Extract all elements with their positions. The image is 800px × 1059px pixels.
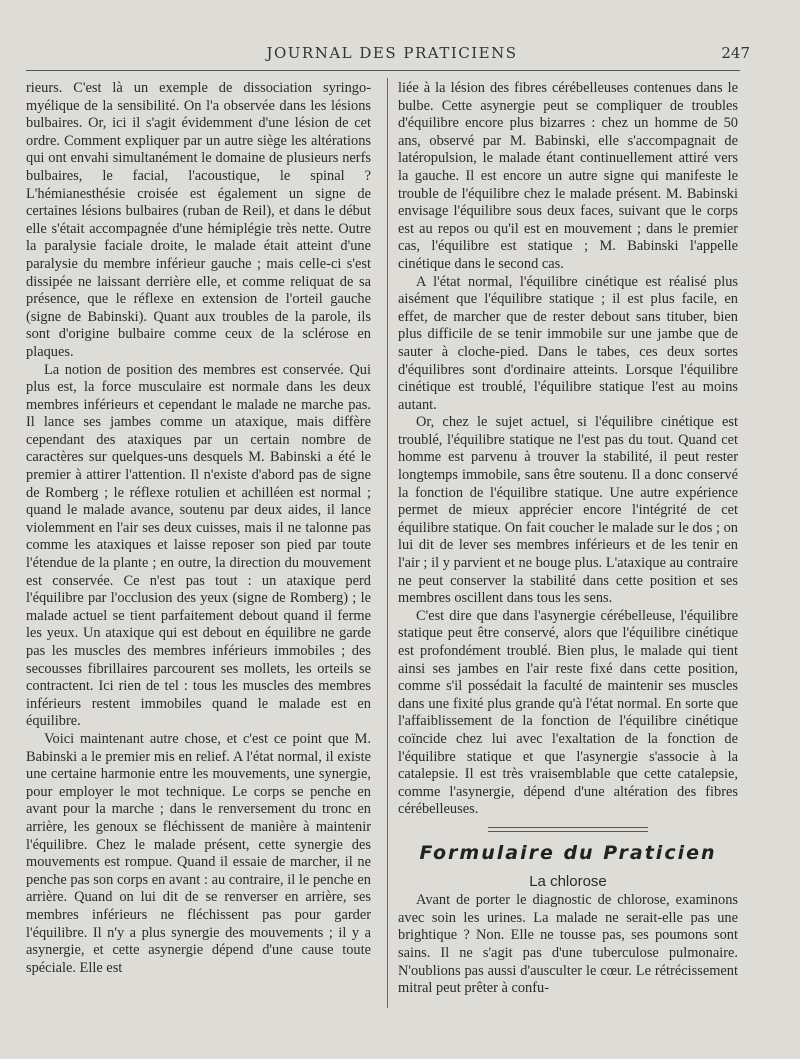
paragraph: A l'état normal, l'équilibre cinétique est réalisé plus aisément que l'équilibre statique ; il est plus facile, en effet, de marcher que de rester debout sans tituber, bien plus difficile de se tenir immobile sur une jambe que de sauter à cloche-pied. Dans le tabes, ces deux sortes d'équilibres sont d'ordinaire atteints. Lorsque l'équilibre cinétique est troublé, l'équilibre statique l'est au moins autant. (398, 273, 738, 413)
page-number: 247 (721, 44, 750, 62)
section-separator (398, 819, 738, 839)
paragraph: Or, chez le sujet actuel, si l'équilibre cinétique est troublé, l'équilibre statique ne l'est pas du tout. Quand cet homme est parvenu à trouver la stabilité, il peut rester longtemps immobile, sans être soutenu. Il a donc conservé la fonction de l'équilibre statique. Une autre expérience permet de mieux apprécier encore l'intégrité de cet équilibre statique. On fait coucher le malade sur le dos ; on lui dit de lever ses membres inférieurs et de les tenir en l'air ; il y parvient et ne bouge plus. L'ataxique au contraire ne peut conserver la stabilité dans cette position et ses membres oscillent dans tous les sens. (398, 414, 738, 607)
section-title: Formulaire du Praticien (419, 841, 717, 864)
paragraph: rieurs. C'est là un exemple de dissociation syringo-myélique de la sensibilité. On l'a observée dans les lésions bulbaires. Or, ici il s'agit évidemment d'une lésion de cet ordre. Comment expliquer par un autre siège les altérations qui ont envahi simultanément le domaine de plusieurs nerfs bulbaires, le facial, l'acoustique, le spinal ? L'hémianesthésie croisée est également un signe de certaines lésions bulbaires (ruban de Reil), et dans le début elle s'était accompagnée d'une hémiplégie très nette. Outre la paralysie faciale droite, le malade était atteint d'une paralysie du membre inférieur gauche ; mais celle-ci s'est dissipée ne laissant derrière elle, et comme reliquat de sa présence, que le réflexe en extension de l'orteil gauche (signe de Babinski). Quant aux troubles de la parole, ils sont d'origine bulbaire comme ceux de la sclérose en plaques. (26, 80, 371, 360)
column-divider (387, 78, 388, 1008)
journal-title: JOURNAL DES PRATICIENS (266, 44, 518, 62)
running-header (24, 44, 760, 70)
paragraph: Voici maintenant autre chose, et c'est ce point que M. Babinski a le premier mis en relief. A l'état normal, il existe une certaine harmonie entre les mouvements, une synergie, pour employer le mot technique. Le corps se penche en avant pour la marche ; dans le renversement du tronc en arrière, les genoux se fléchissent de manière à maintenir l'équilibre. Chez le malade présent, cette synergie des mouvements est rompue. Quand il essaie de marcher, il ne penche pas son corps en avant : au contraire, il le penche en arrière. Quand on lui dit de se renverser en arrière, ses membres inférieurs ne fléchissent pas pour garder l'équilibre. Il n'y a plus synergie des mouvements ; il y a asynergie, et cette asynergie dépend d'une cause toute spéciale. Elle est (26, 730, 371, 976)
paragraph: Avant de porter le diagnostic de chlorose, examinons avec soin les urines. La malade ne serait-elle pas une brightique ? Non. Elle ne tousse pas, ses poumons sont sains. Il ne s'agit pas d'une tuberculose pulmonaire. N'oublions pas aussi d'ausculter le cœur. Le rétrécissement mitral peut prêter à confu- (398, 892, 738, 997)
paragraph: C'est dire que dans l'asynergie cérébelleuse, l'équilibre statique peut être conservé, alors que l'équilibre cinétique est profondément troublé. Bien plus, le malade qui tient ainsi ses jambes en l'air reste fixé dans cette position, comme s'il possédait la faculté de maintenir ses muscles dans une fixité plus grande qu'à l'état normal. En sorte que l'affaiblissement de la fonction de l'équilibre cinétique coïncide chez lui avec l'exaltation de la fonction de l'équilibre statique et que l'asynergie s'associe à la catalepsie. Il est très vraisemblable que cette catalepsie, comme l'asynergie, dépend d'une altération des fibres cérébelleuses. (398, 607, 738, 818)
separator-rule-thin (488, 831, 648, 832)
left-column (26, 80, 371, 977)
paragraph: liée à la lésion des fibres cérébelleuses contenues dans le bulbe. Cette asynergie peut se compliquer de troubles d'équilibre encore plus bizarres : chez un homme de 50 ans, observé par M. Babinski, elle s'accompagnait de latéropulsion, le malade étant continuellement attiré vers la gauche. Il est encore un autre signe qui manifeste le trouble de l'équilibre chez le malade présent. M. Babinski envisage l'équilibre sous deux faces, suivant que le corps est au repos ou qu'il est en mouvement ; dans le premier cas, l'équilibre est statique ; M. Babinski l'appelle cinétique dans le second cas. (398, 80, 738, 272)
separator-rule (488, 827, 648, 828)
header-rule (26, 70, 740, 71)
sub-heading: La chlorose (529, 872, 607, 890)
right-column (398, 80, 738, 998)
paragraph: La notion de position des membres est conservée. Qui plus est, la force musculaire est normale dans les deux membres inférieurs et cependant le malade ne marche pas. Il lance ses jambes comme un ataxique, mais diffère cependant des ataxiques par un certain nombre de caractères sur quelques-uns desquels M. Babinski a été le premier à attirer l'attention. Il n'existe d'abord pas de signe de Romberg ; le réflexe rotulien et achilléen est normal ; quand le malade avance, soutenu par deux aides, il lance violemment en l'air ses deux cuisses, mais il ne talonne pas comme les ataxiques et laisse reposer son pied par toute l'étendue de la plante ; en outre, la direction du mouvement est conservée. Ce n'est pas tout : un ataxique perd l'équilibre par l'occlusion des yeux (signe de Romberg) ; le malade actuel se tient parfaitement debout quand il ferme les yeux. Un ataxique qui est debout en équilibre ne garde pas les muscles des membres inférieurs immobiles ; des secousses fibrillaires parcourent ses mollets, les orteils se contractent. Ici rien de tel : tous les muscles des membres inférieurs restent immobiles quand le malade est en équilibre. (26, 361, 371, 730)
